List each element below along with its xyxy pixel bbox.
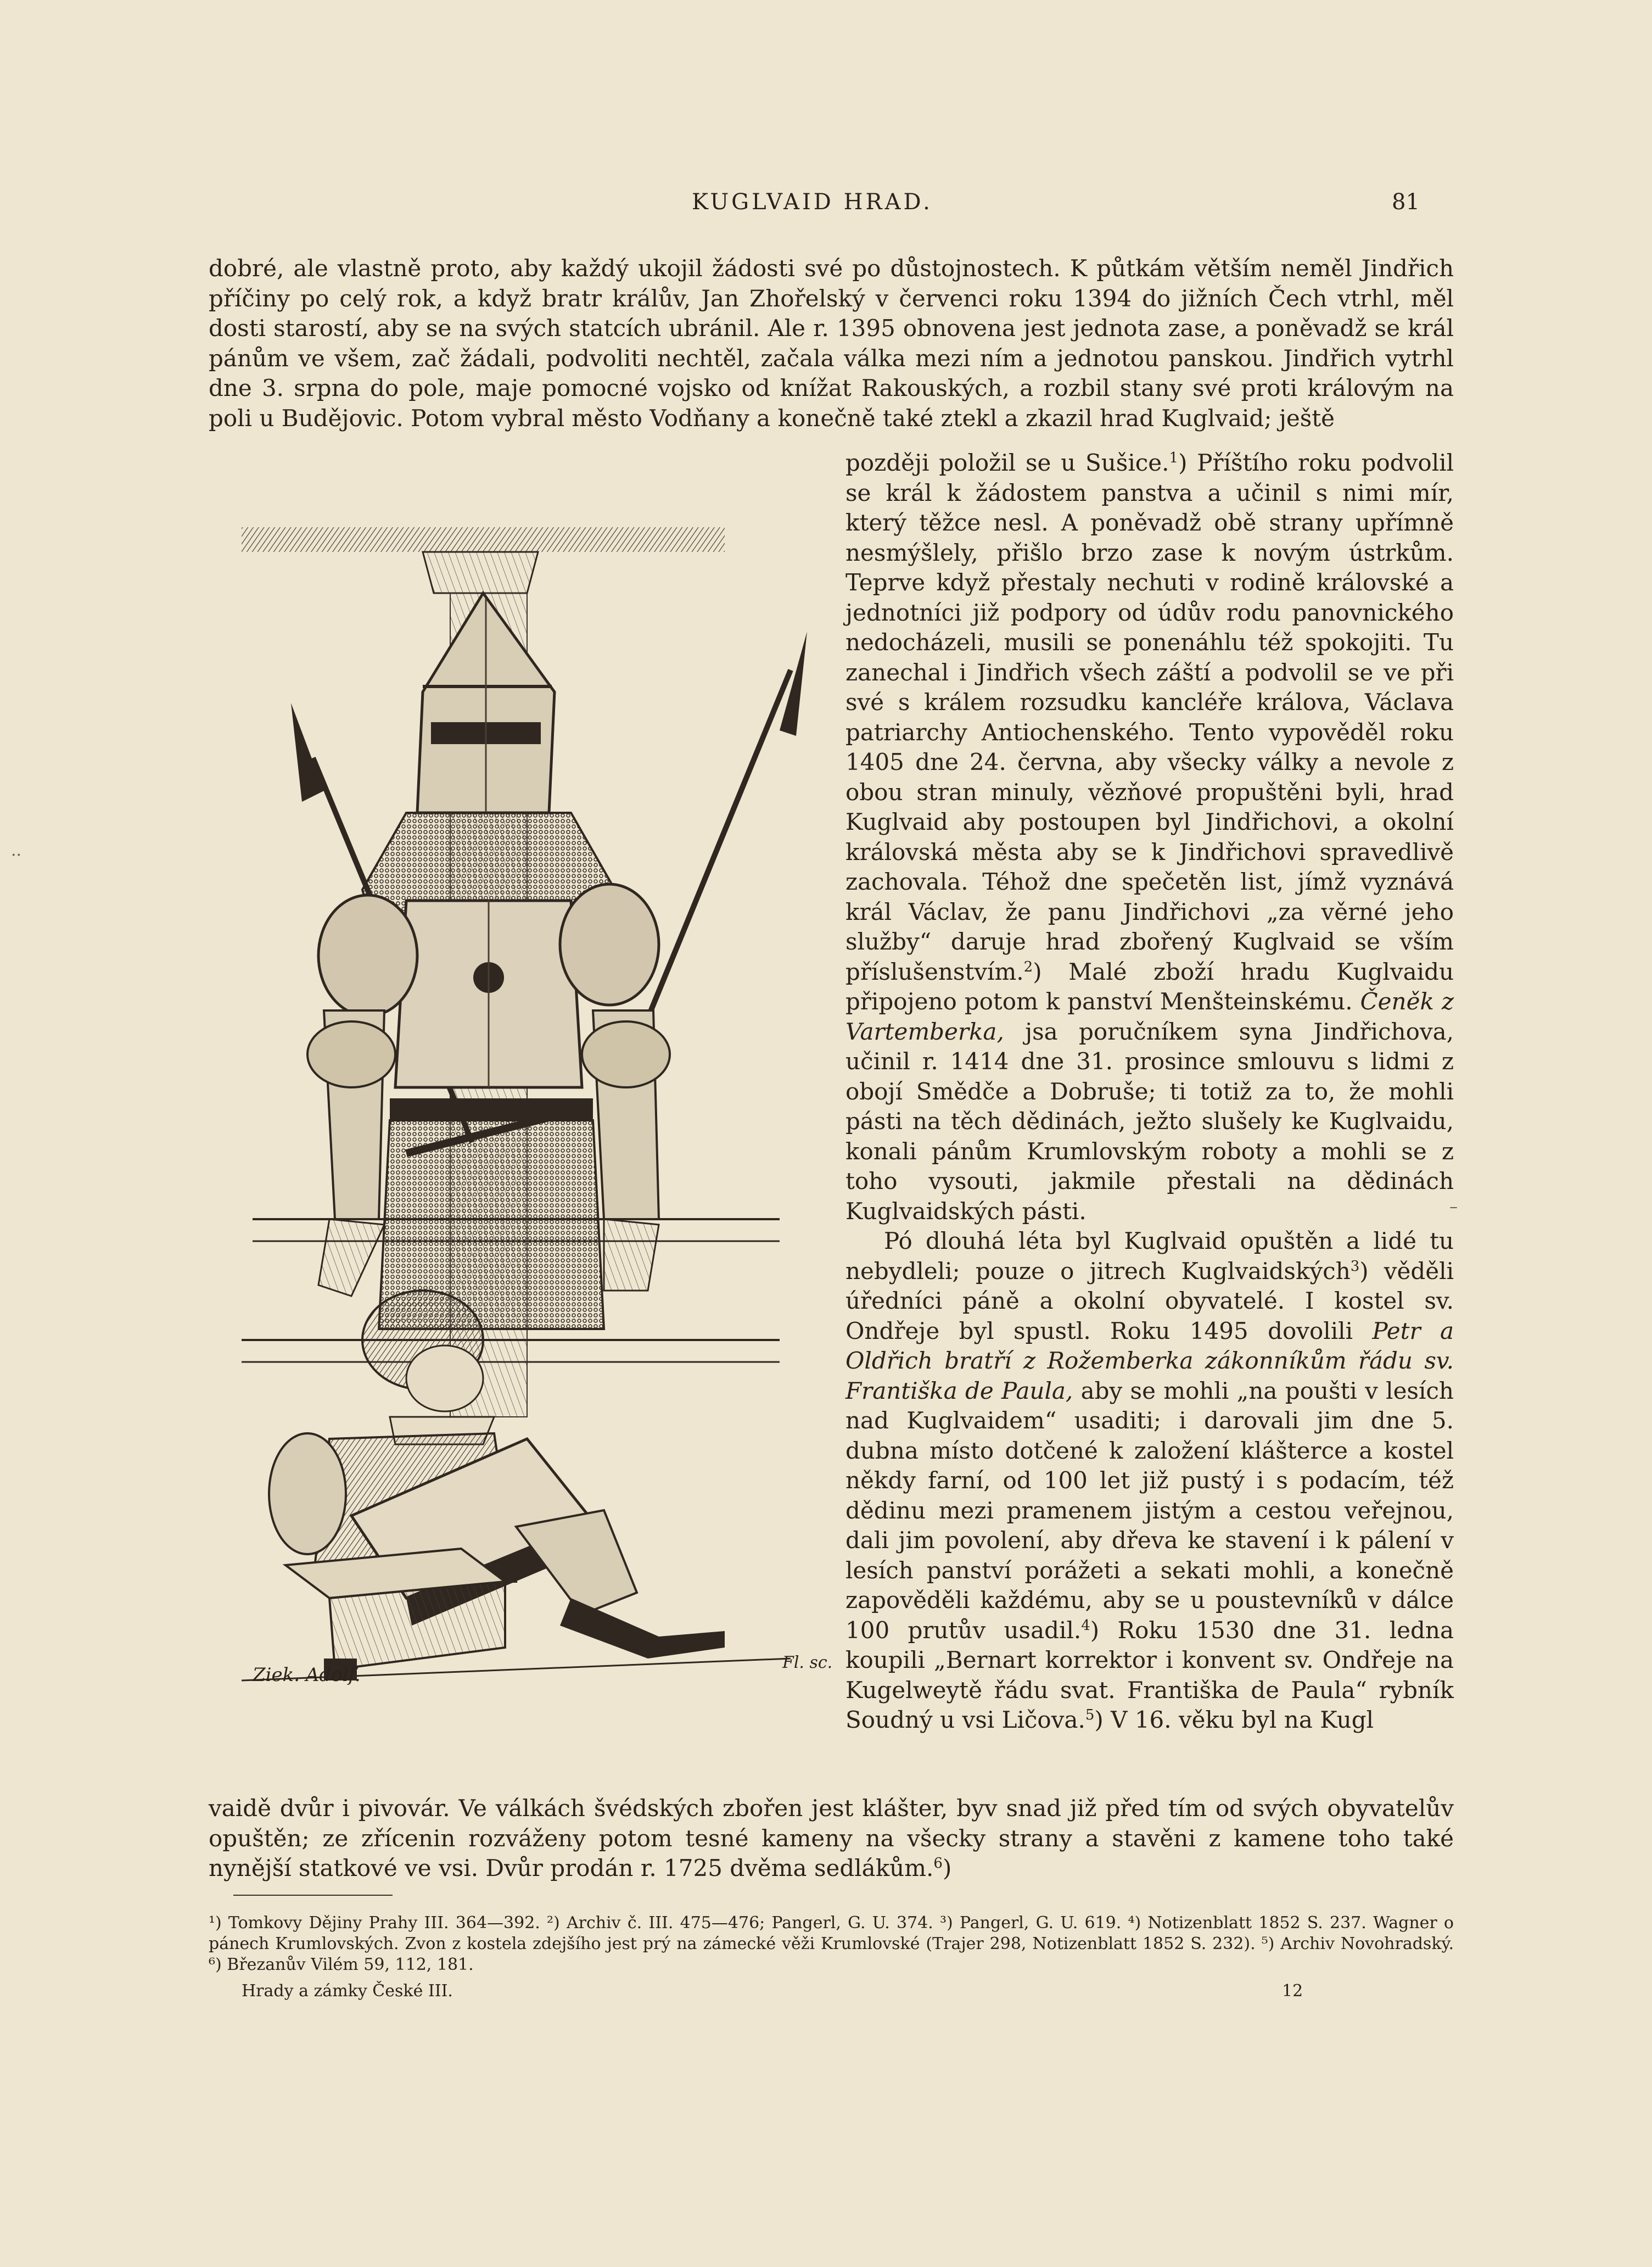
- paragraph: vaidě dvůr i pivovár. Ve válkách švédských zbořen jest klášter, byv snad již před tím od svých obyvatelův opuštěn; ze zřícenin rozváženy potom tesné kameny na všecky strany a stavěni z kamene toho také nynější statkové ve vsi. Dvůr prodán r. 1725 dvěma sedlákům.$^6$): [209, 1795, 1454, 1881]
- footer-signature-mark: 12: [1282, 1981, 1303, 2001]
- footnote-ref: 5: [1085, 1707, 1095, 1723]
- illustrator-signature: Ziek. Adolf.: [253, 1664, 361, 1686]
- margin-mark: ··: [11, 846, 22, 865]
- footnote-ref: 1: [1169, 450, 1179, 466]
- illustration-knight-armor-boy-reading: [242, 505, 824, 1691]
- paragraph: dobré, ale vlastně proto, aby každý ukojil žádosti své po důstojnostech. K půtkám větším neměl Jindřich příčiny po celý rok, a když bratr králův, Jan Zhořelský v červenci roku 1394 do jižních Čech vtrhl, měl dosti starostí, aby se na svých statcích ubránil. Ale r. 1395 obnovena jest jednota zase, a poněvadž se král pánům ve všem, zač žádali, podvoliti nechtěl, začala válka mezi ním a jednotou panskou. Jindřich vytrhl dne 3. srpna do pole, maje pomocné vojsko od knížat Rakouských, a rozbil stany své proti královým na poli u Budějovic. Potom vybral město Vodňany a konečně také ztekl a zkazil hrad Kuglvaid; ještě: [209, 255, 1454, 432]
- engraving-drawing: [242, 505, 824, 1691]
- footnote-ref: 2: [1023, 958, 1033, 975]
- page-number: 81: [1392, 189, 1420, 215]
- body-text-bottom: [209, 1794, 1454, 1884]
- paragraph: později položil se u Sušice.$^1$) Příštího roku podvolil se král k žádostem panstva a učinil s nimi mír, který těžce nesl. A poněvadž obě strany upřímně nesmýšlely, přišlo brzo zase k novým ústrkům. Teprve když přestaly nechuti v rodině královské a jednotníci již podpory od údův rodu panovnického nedocházeli, musili se ponenáhlu též spokojiti. Tu zanechal i Jindřich všech záští a podvolil se ve při své s králem rozsudku kancléře králova, Václava patriarchy Antiochenského. Tento vypověděl roku 1405 dne 24. června, aby všecky války a nevole z obou stran minuly, vězňové propuštěni byli, hrad Kuglvaid aby postoupen byl Jindřichovi, a okolní královská města aby se k Jindřichovi spravedlivě zachovala. Téhož dne spečetěn list, jímž vyznává král Václav, že panu Jindřichovi „za věrné jeho služby“ daruje hrad zbořený Kuglvaid se vším příslušenstvím.$^2$) Malé zboží hradu Kuglvaidu připojeno potom k panství Menšteinskému. Čeněk z Vartemberka, jsa poručníkem syna Jindřichova, učinil r. 1414 dne 31. prosince smlouvu s lidmi z obojí Smědče a Dobruše; ti totiž za to, že mohli pásti na těch dědinách, ježto slušely ke Kuglvaidu, konali pánům Krumlovským roboty a mohli se z toho vysouti, jakmile přestali na dědinách Kuglvaidských pásti.: [845, 449, 1454, 1225]
- footnote-ref: 4: [1081, 1617, 1090, 1634]
- paragraph: Pó dlouhá léta byl Kuglvaid opuštěn a lidé tu nebydleli; pouze o jitrech Kuglvaidských$^3$) věděli úředníci páně a okolní obyvatelé. I kostel sv. Ondřeje byl spustl. Roku 1495 dovolili Petr a Oldřich bratří z Rožemberka zákonníkům řádu sv. Františka de Paula, aby se mohli „na poušti v lesích nad Kuglvaidem“ usaditi; i darovali jim dne 5. dubna místo dotčené k založení klášterce a kostel někdy farní, od 100 let již pustý i s podacím, též dědinu mezi pramenem jistým a cestou veřejnou, dali jim povolení, aby dřeva ke stavení i k pálení v lesích panství porážeti a sekati mohli, a konečně zapověděli každému, aby se u poustevníků v dálce 100 prutův usadil.$^4$) Roku 1530 dne 31. ledna koupili „Bernart korrektor i konvent sv. Ondřeje na Kugelweytě řádu svat. Františka de Paula“ rybník Soudný u vsi Ličova.$^5$) V 16. věku byl na Kugl: [845, 1227, 1454, 1733]
- margin-mark: –: [1449, 1197, 1458, 1216]
- footnote-ref: 3: [1350, 1258, 1360, 1275]
- running-header-title: KUGLVAID HRAD.: [692, 189, 933, 215]
- engraver-signature: Fl. sc.: [782, 1653, 833, 1672]
- footer-book-title: Hrady a zámky České III.: [242, 1981, 453, 2001]
- body-text-column: [845, 448, 1454, 1735]
- footnotes: ¹) Tomkovy Dějiny Prahy III. 364—392. ²) Archiv č. III. 475—476; Pangerl, G. U. 374. ³) Pangerl, G. U. 619. ⁴) Notizenblatt 1852 S. 237. Wagner o pánech Krumlovských. Zvon z kostela zdejšího jest prý na zámecké věži Krumlovské (Trajer 298, Notizenblatt 1852 S. 232). ⁵) Archiv Novohradský. ⁶) Březanův Vilém 59, 112, 181.: [209, 1913, 1454, 1974]
- footnote-ref: 6: [933, 1855, 943, 1872]
- body-text-top: [209, 254, 1454, 433]
- footnote-divider: [233, 1895, 393, 1896]
